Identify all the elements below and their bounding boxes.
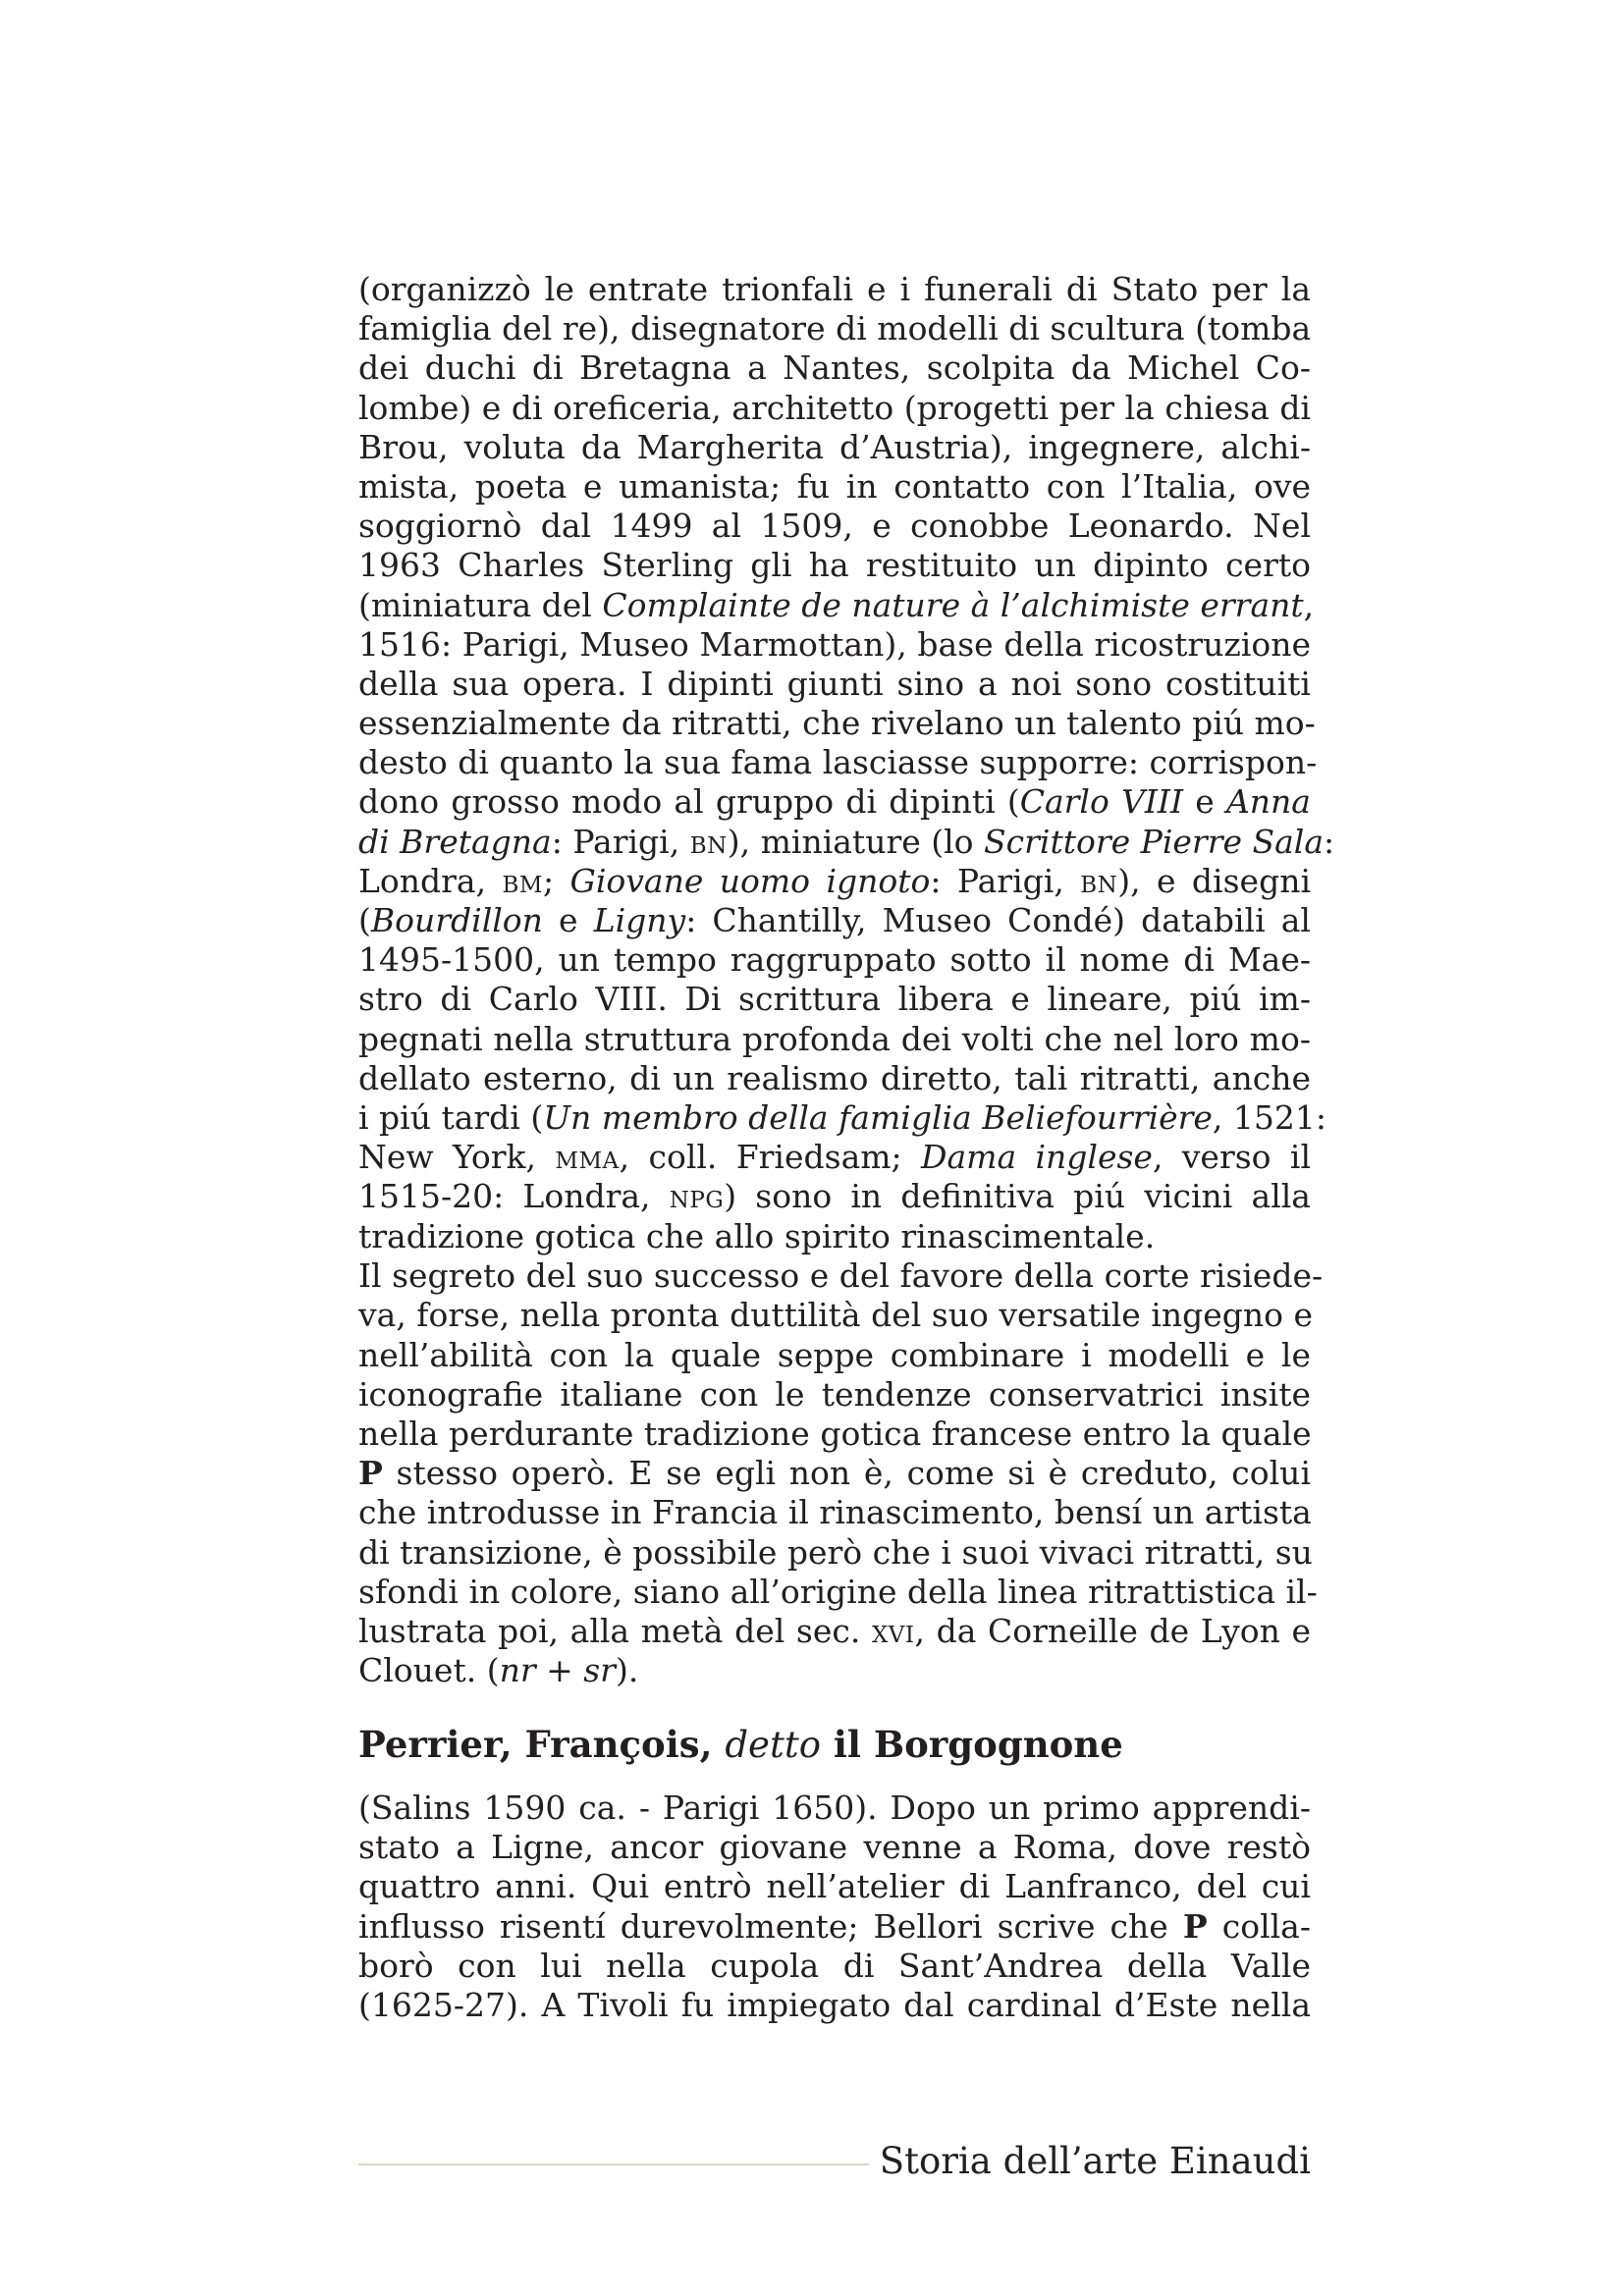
text-run: (miniatura del (358, 585, 603, 624)
text-line (358, 1020, 1311, 1059)
italic-title: nr + sr (499, 1651, 616, 1690)
text-line (358, 1138, 1311, 1177)
entry-detto: detto (725, 1724, 821, 1766)
text-run: lombe) e di oreficeria, architetto (progetti per la chiesa di (358, 388, 1311, 427)
entry-alias: il Borgognone (820, 1723, 1123, 1766)
text-line (358, 467, 1311, 507)
text-line (358, 1907, 1311, 1947)
bold-abbrev: P (358, 1454, 383, 1493)
text-line (358, 782, 1311, 822)
museum-abbrev: bm (502, 861, 543, 900)
text-run: , coll. Friedsam; (619, 1138, 922, 1177)
text-line (358, 1097, 1327, 1138)
text-run: sfondi in colore, siano all’origine della linea ritrattistica il- (358, 1572, 1318, 1611)
text-run: che introdusse in Francia il rinascimento, bensí un artista (358, 1493, 1312, 1532)
italic-title: Un membro della famiglia Beliefourrière (543, 1097, 1213, 1137)
text-run: : Parigi, (930, 861, 1081, 900)
text-line (358, 1572, 1318, 1612)
text-run: di transizione, è possibile però che i suoi vivaci ritratti, su (358, 1532, 1313, 1572)
text-run: dei duchi di Bretagna a Nantes, scolpita da Michel Co- (358, 348, 1311, 388)
text-run: ), miniature (lo (727, 822, 985, 861)
text-line (358, 389, 1311, 428)
text-line (358, 1828, 1311, 1867)
text-run: 1515-20: Londra, (358, 1177, 670, 1216)
text-line (358, 1336, 1311, 1375)
text-line (358, 1375, 1311, 1415)
text-line (358, 1986, 1311, 2025)
text-run: lustrata poi, alla metà del sec. (358, 1611, 872, 1650)
text-run: New York, (358, 1138, 556, 1177)
footer-title: Storia dell’arte Einaudi (879, 2140, 1311, 2182)
italic-title: Bourdillon (370, 901, 543, 939)
museum-abbrev: npg (669, 1177, 725, 1216)
text-run: : (1324, 822, 1335, 861)
text-line (358, 507, 1311, 546)
text-line (358, 348, 1311, 388)
italic-title: Dama inglese (921, 1138, 1153, 1177)
text-run: della sua opera. I dipinti giunti sino a noi sono costituiti (358, 664, 1311, 703)
text-line (358, 1789, 1311, 1828)
text-line (358, 980, 1311, 1019)
text-line (358, 1651, 1311, 1690)
text-run: 1963 Charles Sterling gli ha restituito un dipinto certo (358, 546, 1311, 585)
text-line (358, 309, 1311, 348)
text-run: ). (615, 1651, 639, 1690)
text-run: desto di quanto la sua fama lasciasse supporre: corrispon- (358, 743, 1318, 782)
footer-rule (358, 2163, 869, 2165)
italic-title: Carlo VIII (1019, 782, 1184, 822)
text-line (358, 1059, 1311, 1098)
entry-name: Perrier, François, (358, 1723, 726, 1766)
italic-title: di Bretagna (358, 822, 552, 861)
museum-abbrev: xvi (871, 1611, 915, 1650)
text-run: mista, poeta e umanista; fu in contatto con l’Italia, ove (358, 466, 1311, 506)
text-line (358, 428, 1311, 467)
museum-abbrev: mma (555, 1138, 620, 1177)
text-run: quattro anni. Qui entrò nell’atelier di Lanfranco, del cui (358, 1867, 1311, 1906)
text-line (358, 665, 1311, 704)
text-run: , verso il (1152, 1138, 1311, 1177)
text-line (358, 1493, 1311, 1532)
entry-heading (358, 1723, 1123, 1766)
italic-title: Giovane uomo ignoto (569, 861, 931, 900)
italic-title: Complainte de nature à l’alchimiste errant (602, 585, 1304, 624)
text-run: colla- (1207, 1906, 1312, 1946)
text-run: ( (358, 901, 371, 939)
text-run: stesso operò. E se egli non è, come si è creduto, colui (382, 1454, 1311, 1493)
text-run: stro di Carlo VIII. Di scrittura libera e lineare, piú im- (358, 980, 1311, 1019)
text-run: (1625-27). A Tivoli fu impiegato dal cardinal d’Este nella (358, 1985, 1311, 2024)
text-run: stato a Ligne, ancor giovane venne a Roma, dove restò (358, 1828, 1311, 1867)
text-run: tradizione gotica che allo spirito rinascimentale. (358, 1216, 1156, 1255)
text-run: nell’abilità con la quale seppe combinare i modelli e le (358, 1335, 1311, 1374)
text-line (358, 1867, 1311, 1906)
text-run: dellato esterno, di un realismo diretto, tali ritratti, anche (358, 1058, 1311, 1097)
text-line (358, 704, 1316, 743)
text-run: ; (542, 861, 570, 900)
text-line (358, 1217, 1311, 1256)
text-run: i piú tardi ( (358, 1097, 544, 1137)
text-line (358, 1454, 1311, 1493)
text-line (358, 862, 1311, 901)
body-paragraph-2 (358, 1256, 1324, 1690)
text-run: famiglia del re), disegnatore di modelli di scultura (tomba (358, 309, 1312, 348)
text-run: dono grosso modo al gruppo di dipinti ( (358, 782, 1020, 822)
text-run: : Chantilly, Museo Condé) databili al (685, 901, 1311, 939)
text-run: (organizzò le entrate trionfali e i funerali di Stato per la (358, 270, 1311, 308)
italic-title: Scrittore Pierre Sala (984, 822, 1324, 861)
text-line (358, 625, 1311, 665)
museum-abbrev: bn (1080, 861, 1118, 900)
text-run: ), e disegni (1117, 861, 1312, 900)
text-run: nella perdurante tradizione gotica francese entro la quale (358, 1414, 1312, 1453)
text-run: e (1183, 782, 1226, 822)
text-line (358, 1947, 1311, 1986)
text-line (358, 270, 1311, 309)
text-run: essenzialmente da ritratti, che rivelano un talento piú mo- (358, 704, 1316, 743)
text-run: , (1303, 585, 1315, 624)
body-paragraph-3 (358, 1789, 1311, 2025)
text-run: borò con lui nella cupola di Sant’Andrea della Valle (358, 1946, 1311, 1985)
text-line (358, 1256, 1324, 1296)
text-run: Londra, (358, 861, 503, 900)
text-run: Il segreto del suo successo e del favore della corte risiede- (358, 1256, 1324, 1296)
text-run: 1516: Parigi, Museo Marmottan), base della ricostruzione (358, 624, 1311, 664)
text-run: e (542, 901, 594, 939)
text-run: 1495-1500, un tempo raggruppato sotto il nome di Mae- (358, 940, 1311, 980)
text-line (358, 1533, 1311, 1573)
text-line (358, 1415, 1311, 1454)
text-line (358, 1177, 1311, 1216)
italic-title: Ligny (593, 901, 686, 939)
text-run: : Parigi, (551, 822, 690, 861)
text-line (358, 822, 1335, 862)
text-line (358, 1296, 1314, 1335)
text-run: va, forse, nella pronta duttilità del suo versatile ingegno e (358, 1296, 1314, 1335)
text-run: soggiornò dal 1499 al 1509, e conobbe Leonardo. Nel (358, 507, 1311, 546)
text-run: Clouet. ( (358, 1651, 500, 1690)
text-run: influsso risentí durevolmente; Bellori scrive che (358, 1906, 1183, 1946)
italic-title: Anna (1225, 782, 1311, 822)
text-line (358, 940, 1311, 980)
text-run: , da Corneille de Lyon e (914, 1611, 1311, 1650)
text-run: ) sono in definitiva piú vicini alla (724, 1177, 1311, 1216)
text-line (358, 1612, 1311, 1651)
text-line (358, 585, 1315, 625)
text-line (358, 901, 1311, 940)
text-run: Brou, voluta da Margherita d’Austria), ingegnere, alchi- (358, 427, 1311, 466)
text-run: (Salins 1590 ca. - Parigi 1650). Dopo un primo apprendi- (358, 1789, 1311, 1827)
body-paragraph-1 (358, 270, 1335, 1256)
text-run: iconografie italiane con le tendenze conservatrici insite (358, 1374, 1311, 1414)
text-run: pegnati nella struttura profonda dei volti che nel loro mo- (358, 1019, 1311, 1058)
text-line (358, 546, 1311, 585)
bold-abbrev: P (1182, 1906, 1208, 1946)
text-run: , 1521: (1212, 1097, 1327, 1137)
museum-abbrev: bn (689, 822, 728, 861)
text-line (358, 743, 1318, 782)
